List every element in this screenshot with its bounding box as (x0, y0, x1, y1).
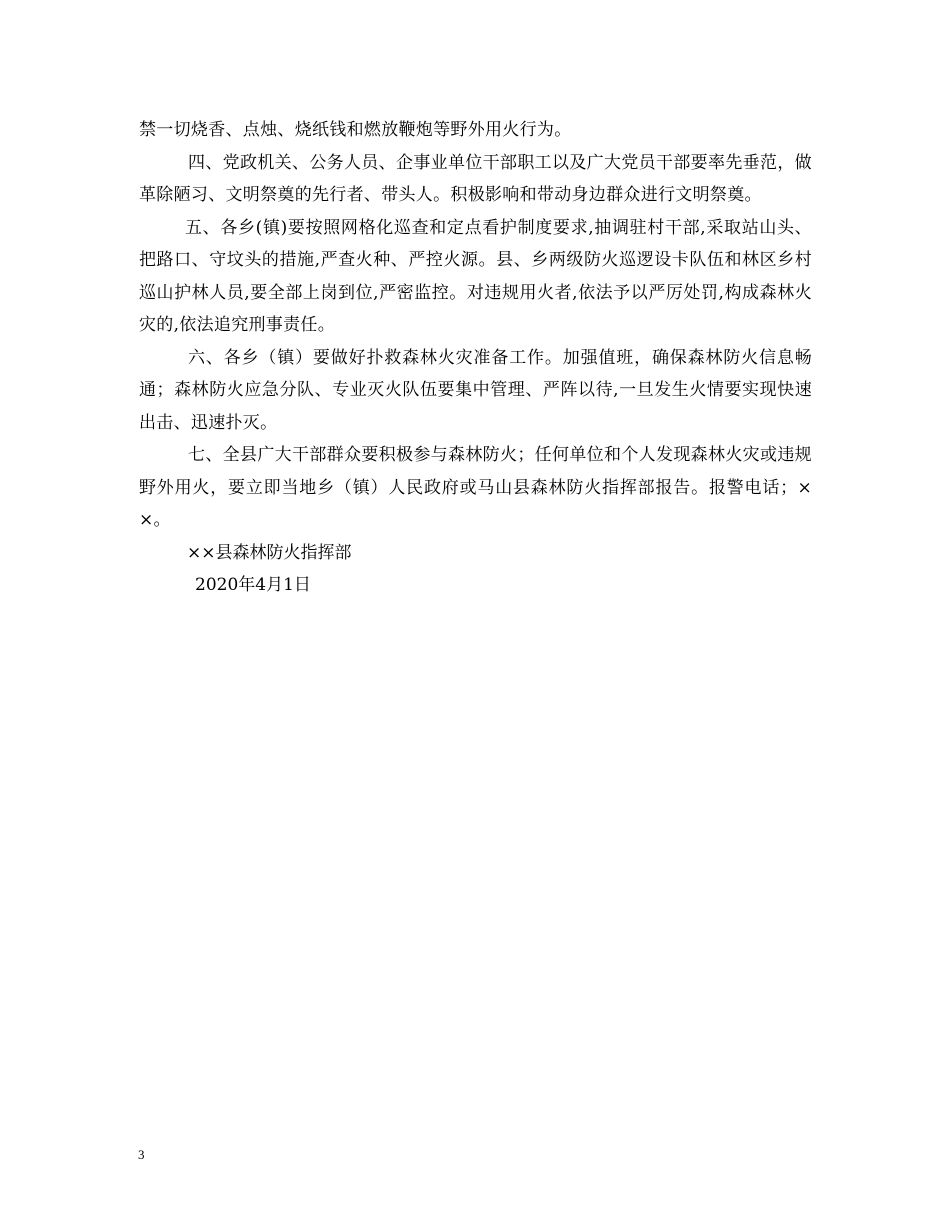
paragraph-item-six: 六、各乡（镇）要做好扑救森林火灾准备工作。加强值班，确保森林防火信息畅通；森林防火应急分队、专业灭火队伍要集中管理、严阵以待,一旦发生火情要实现快速出击、迅速扑灭。 (139, 347, 812, 433)
paragraph-item-four: 四、党政机关、公务人员、企事业单位干部职工以及广大党员干部要率先垂范，做革除陋习、文明祭奠的先行者、带头人。积极影响和带动身边群众进行文明祭奠。 (139, 152, 812, 205)
page-number: 3 (138, 1147, 145, 1162)
paragraph-item-five: 五、各乡(镇)要按照网格化巡查和定点看护制度要求,抽调驻村干部,采取站山头、把路口、守坟头的措施,严查火种、严控火源。县、乡两级防火巡逻设卡队伍和林区乡村巡山护林人员,要全部上岗到位,严密监控。对违规用火者,依法予以严厉处罚,构成森林火灾的,依法追究刑事责任。 (139, 217, 812, 335)
signature-date: 2020年4月1日 (195, 575, 311, 595)
signature-organization: ××县森林防火指挥部 (187, 542, 352, 563)
paragraph-item-seven: 七、全县广大干部群众要积极参与森林防火；任何单位和个人发现森林火灾或违规野外用火，要立即当地乡（镇）人民政府或马山县森林防火指挥部报告。报警电话；××。 (139, 445, 812, 530)
document-body (139, 114, 812, 602)
paragraph-continuation: 禁一切烧香、点烛、烧纸钱和燃放鞭炮等野外用火行为。 (139, 120, 572, 140)
